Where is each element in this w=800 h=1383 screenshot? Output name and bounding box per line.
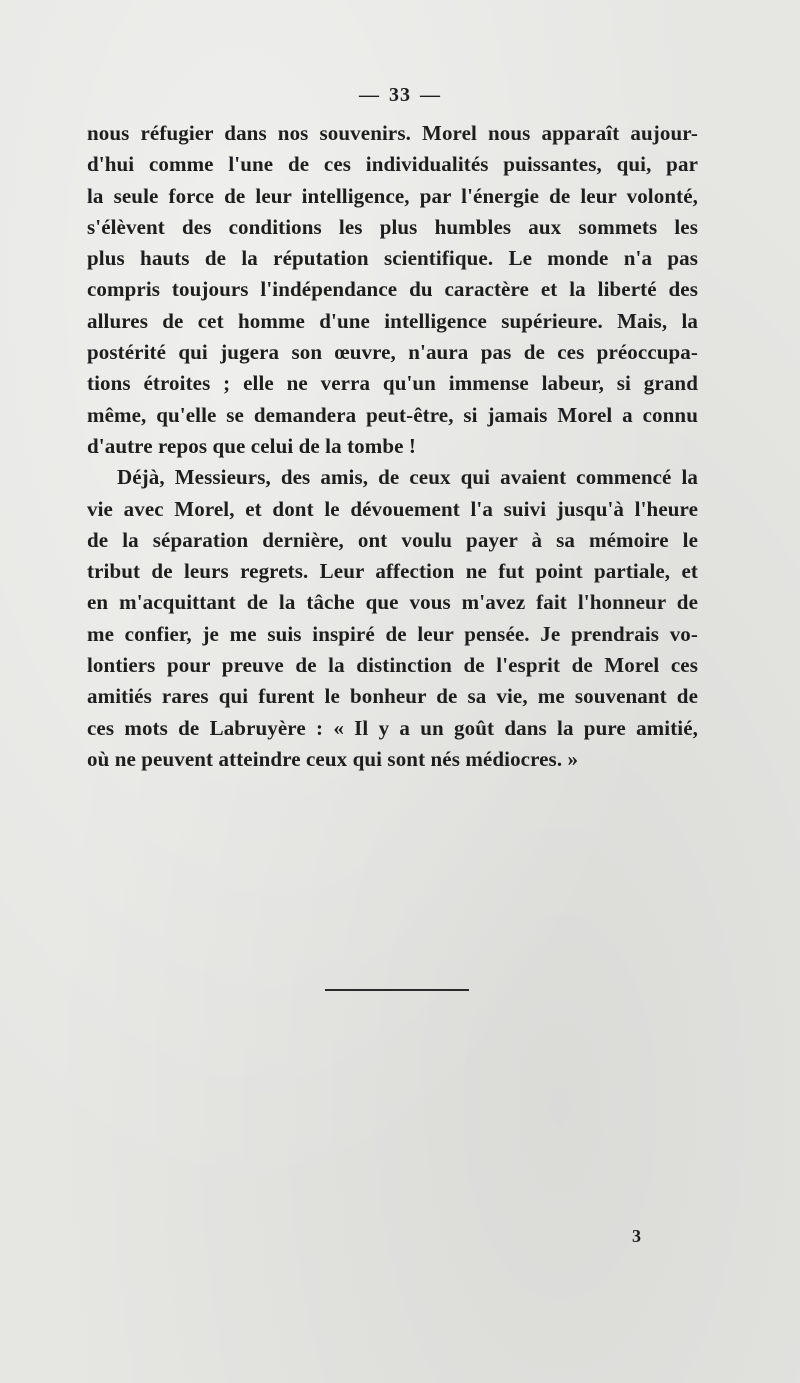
text-line: allures de cet homme d'une intelligence supérieure. Mais, la <box>87 308 698 333</box>
signature-mark: 3 <box>632 1226 641 1246</box>
text-line: lontiers pour preuve de la distinction de l'esprit de Morel ces <box>87 653 698 678</box>
text-line-indented: Déjà, Messieurs, des amis, de ceux qui avaient commencé la <box>117 465 698 490</box>
text-line: compris toujours l'indépendance du caractère et la liberté des <box>87 277 698 302</box>
section-divider-rule <box>325 989 469 991</box>
text-line: la seule force de leur intelligence, par l'énergie de leur volonté, <box>87 183 698 208</box>
text-line: tribut de leurs regrets. Leur affection ne fut point partiale, et <box>87 559 698 584</box>
text-line: s'élèvent des conditions les plus humbles aux sommets les <box>87 214 698 239</box>
text-line: me confier, je me suis inspiré de leur pensée. Je prendrais vo- <box>87 621 698 646</box>
text-line: ces mots de Labruyère : « Il y a un goût dans la pure amitié, <box>87 715 698 740</box>
text-line: de la séparation dernière, ont voulu payer à sa mémoire le <box>87 527 698 552</box>
text-line: amitiés rares qui furent le bonheur de sa vie, me souvenant de <box>87 684 698 709</box>
text-line: vie avec Morel, et dont le dévouement l'a suivi jusqu'à l'heure <box>87 496 698 521</box>
text-line: d'autre repos que celui de la tombe ! <box>87 433 416 458</box>
body-text <box>87 118 698 775</box>
text-line: même, qu'elle se demandera peut-être, si jamais Morel a connu <box>87 402 698 427</box>
text-line: tions étroites ; elle ne verra qu'un immense labeur, si grand <box>87 371 698 396</box>
text-line: d'hui comme l'une de ces individualités puissantes, qui, par <box>87 152 698 177</box>
text-line: postérité qui jugera son œuvre, n'aura pas de ces préoccupa- <box>87 340 698 365</box>
text-line: en m'acquittant de la tâche que vous m'avez fait l'honneur de <box>87 590 698 615</box>
text-line: nous réfugier dans nos souvenirs. Morel nous apparaît aujour- <box>87 121 698 145</box>
text-line: plus hauts de la réputation scientifique. Le monde n'a pas <box>87 246 698 271</box>
page-number-header: — 33 — <box>359 84 441 106</box>
text-line: où ne peuvent atteindre ceux qui sont nés médiocres. » <box>87 746 579 771</box>
